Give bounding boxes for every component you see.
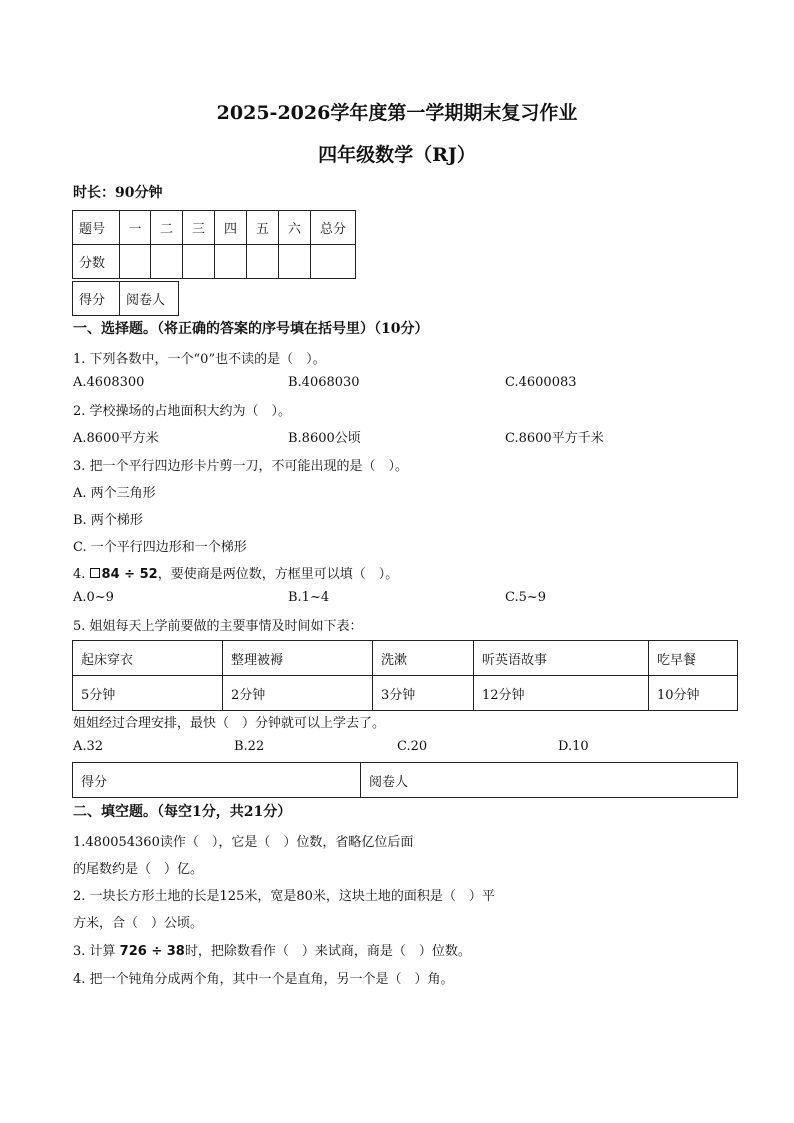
option-d: D.10 — [558, 739, 589, 754]
table-cell: 洗漱 — [373, 641, 474, 676]
question-rest: 时，把除数看作（ ）来试商，商是（ ）位数。 — [184, 944, 471, 959]
table-cell: 阅卷人 — [361, 763, 738, 798]
question-text: 1. 下列各数中，一个“0”也不读的是（ ）。 — [73, 352, 326, 367]
table-cell: 3分钟 — [373, 676, 474, 711]
table-cell: 得分 — [73, 763, 361, 798]
option-a: A.4608300 — [73, 375, 145, 390]
table-cell: 总分 — [311, 211, 356, 245]
table-cell: 听英语故事 — [474, 641, 649, 676]
option-a: A.8600平方米 — [73, 431, 159, 446]
option-c: C.5~9 — [505, 590, 547, 605]
table-cell: 五 — [247, 211, 279, 245]
question-text: 方米，合（ ）公顷。 — [73, 916, 204, 931]
table-row — [73, 245, 356, 279]
question-text — [73, 563, 398, 582]
question-text: 姐姐经过合理安排，最快（ ）分钟就可以上学去了。 — [73, 716, 386, 731]
table-cell: 分数 — [73, 245, 120, 279]
table-cell: 题号 — [73, 211, 120, 245]
score-input-cell[interactable] — [247, 245, 279, 279]
page-title: 2025-2026学年度第一学期期末复习作业 — [216, 102, 578, 124]
table-cell: 12分钟 — [474, 676, 649, 711]
schedule-table — [72, 640, 738, 711]
section-heading: 二、填空题。（每空1分，共21分） — [73, 804, 292, 820]
table-cell: 起床穿衣 — [73, 641, 223, 676]
question-text: 2. 学校操场的占地面积大约为（ ）。 — [73, 404, 292, 419]
section-heading: 一、选择题。（将正确的答案的序号填在括号里）（10分） — [73, 321, 429, 337]
table-cell: 10分钟 — [649, 676, 738, 711]
option-a: A. 两个三角形 — [73, 486, 156, 501]
score-input-cell[interactable] — [215, 245, 247, 279]
table-cell: 一 — [120, 211, 151, 245]
page-subtitle: 四年级数学（RJ） — [318, 144, 476, 166]
option-c: C.8600平方千米 — [505, 431, 604, 446]
option-b: B.1~4 — [288, 590, 330, 605]
table-row — [73, 282, 179, 316]
score-input-cell[interactable] — [120, 245, 151, 279]
table-cell: 四 — [215, 211, 247, 245]
option-c: C.4600083 — [505, 375, 577, 390]
table-row — [73, 641, 738, 676]
question-prefix: 3. 计算 — [73, 944, 120, 959]
math-expression: 726 ÷ 38 — [119, 944, 185, 959]
table-row — [73, 211, 356, 245]
table-row — [73, 763, 738, 798]
question-text — [73, 940, 471, 959]
score-table — [72, 210, 356, 279]
option-b: B. 两个梯形 — [73, 513, 143, 528]
score-input-cell[interactable] — [279, 245, 311, 279]
math-expression: 84 ÷ 52 — [101, 567, 158, 582]
option-c: C.20 — [397, 739, 428, 754]
grader-table — [72, 762, 738, 798]
score-input-cell[interactable] — [151, 245, 183, 279]
question-text: 3. 把一个平行四边形卡片剪一刀，不可能出现的是（ ）。 — [73, 459, 409, 474]
grader-table-top — [72, 281, 179, 316]
question-text: 2. 一块长方形土地的长是125米，宽是80米，这块土地的面积是（ ）平 — [73, 889, 495, 904]
table-cell: 三 — [183, 211, 215, 245]
exam-duration: 时长：90分钟 — [73, 185, 163, 201]
option-b: B.4068030 — [288, 375, 360, 390]
table-cell: 得分 — [73, 282, 120, 316]
table-cell: 整理被褥 — [223, 641, 373, 676]
table-cell: 5分钟 — [73, 676, 223, 711]
question-text: 5. 姐姐每天上学前要做的主要事情及时间如下表： — [73, 619, 363, 634]
question-text: 的尾数约是（ ）亿。 — [73, 862, 204, 877]
table-cell: 阅卷人 — [120, 282, 179, 316]
table-cell: 六 — [279, 211, 311, 245]
question-number: 4. — [73, 567, 86, 582]
option-b: B.22 — [234, 739, 265, 754]
question-text: 4. 把一个钝角分成两个角，其中一个是直角，另一个是（ ）角。 — [73, 972, 454, 987]
table-row — [73, 676, 738, 711]
question-text: 1.480054360读作（ ），它是（ ）位数，省略亿位后面 — [73, 835, 414, 850]
table-cell: 二 — [151, 211, 183, 245]
table-cell: 2分钟 — [223, 676, 373, 711]
option-c: C. 一个平行四边形和一个梯形 — [73, 540, 247, 555]
score-input-cell[interactable] — [311, 245, 356, 279]
option-a: A.32 — [73, 739, 104, 754]
question-rest: ，要使商是两位数，方框里可以填（ ）。 — [157, 567, 399, 582]
blank-square-icon — [90, 568, 100, 578]
table-cell: 吃早餐 — [649, 641, 738, 676]
score-input-cell[interactable] — [183, 245, 215, 279]
option-a: A.0~9 — [73, 590, 114, 605]
option-b: B.8600公顷 — [288, 431, 361, 446]
